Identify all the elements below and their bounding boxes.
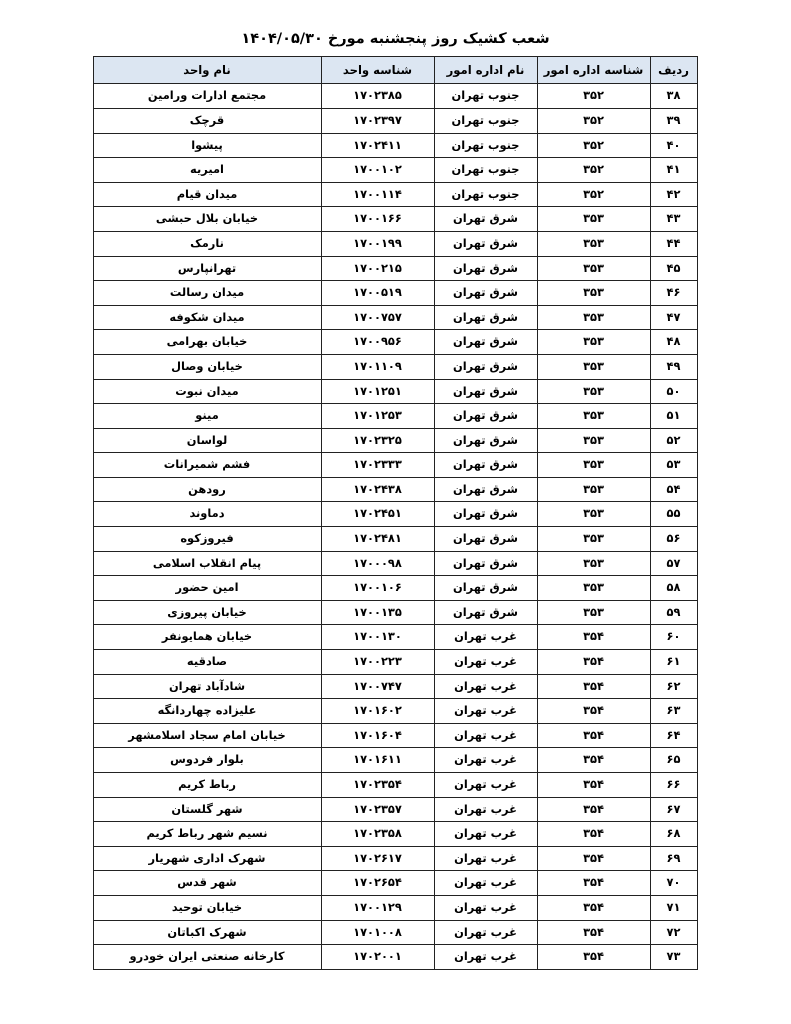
cell-unit: میدان رسالت [93, 281, 321, 306]
cell-unit: شهرک اکباتان [93, 920, 321, 945]
cell-unit_id: ۱۷۰۲۴۳۸ [321, 477, 434, 502]
cell-office: شرق تهران [434, 600, 537, 625]
column-header-row-no: ردیف [650, 57, 697, 84]
table-row [93, 625, 697, 650]
cell-unit_id: ۱۷۰۰۱۰۲ [321, 158, 434, 183]
cell-office_id: ۳۵۳ [537, 502, 650, 527]
cell-row_no: ۶۹ [650, 846, 697, 871]
table-row [93, 428, 697, 453]
cell-office: غرب تهران [434, 871, 537, 896]
cell-unit: میدان قیام [93, 182, 321, 207]
cell-unit: رودهن [93, 477, 321, 502]
cell-office: شرق تهران [434, 379, 537, 404]
cell-row_no: ۷۳ [650, 945, 697, 970]
cell-unit_id: ۱۷۰۰۷۴۷ [321, 674, 434, 699]
cell-office_id: ۳۵۳ [537, 551, 650, 576]
cell-unit_id: ۱۷۰۰۹۵۶ [321, 330, 434, 355]
cell-office: شرق تهران [434, 477, 537, 502]
table-row [93, 379, 697, 404]
table-row [93, 502, 697, 527]
cell-office: غرب تهران [434, 699, 537, 724]
column-header-office-id: شناسه اداره امور [537, 57, 650, 84]
table-row [93, 330, 697, 355]
table-row [93, 207, 697, 232]
cell-office_id: ۳۵۴ [537, 748, 650, 773]
column-header-office: نام اداره امور [434, 57, 537, 84]
cell-unit_id: ۱۷۰۰۱۹۹ [321, 231, 434, 256]
cell-office: جنوب تهران [434, 108, 537, 133]
cell-unit_id: ۱۷۰۰۷۵۷ [321, 305, 434, 330]
cell-unit: فشم شمیرانات [93, 453, 321, 478]
cell-unit: خیابان بهرامی [93, 330, 321, 355]
cell-office_id: ۳۵۴ [537, 945, 650, 970]
cell-unit: مجتمع ادارات ورامین [93, 84, 321, 109]
cell-row_no: ۶۱ [650, 650, 697, 675]
cell-unit: نسیم شهر رباط کریم [93, 822, 321, 847]
table-row [93, 354, 697, 379]
table-row [93, 281, 697, 306]
cell-row_no: ۶۶ [650, 773, 697, 798]
cell-unit_id: ۱۷۰۱۱۰۹ [321, 354, 434, 379]
cell-row_no: ۴۲ [650, 182, 697, 207]
column-header-unit-id: شناسه واحد [321, 57, 434, 84]
cell-office_id: ۳۵۴ [537, 699, 650, 724]
table-row [93, 404, 697, 429]
cell-office_id: ۳۵۴ [537, 650, 650, 675]
cell-unit: خیابان پیروزی [93, 600, 321, 625]
cell-office_id: ۳۵۳ [537, 305, 650, 330]
table-row [93, 797, 697, 822]
cell-office: شرق تهران [434, 354, 537, 379]
cell-office_id: ۳۵۳ [537, 207, 650, 232]
cell-unit_id: ۱۷۰۲۳۲۵ [321, 428, 434, 453]
cell-unit_id: ۱۷۰۲۴۵۱ [321, 502, 434, 527]
cell-row_no: ۵۷ [650, 551, 697, 576]
cell-unit_id: ۱۷۰۰۱۱۴ [321, 182, 434, 207]
cell-unit_id: ۱۷۰۲۴۱۱ [321, 133, 434, 158]
cell-row_no: ۵۵ [650, 502, 697, 527]
table-row [93, 748, 697, 773]
cell-office: شرق تهران [434, 330, 537, 355]
table-body [93, 84, 697, 969]
cell-row_no: ۶۵ [650, 748, 697, 773]
cell-office_id: ۳۵۴ [537, 846, 650, 871]
table-row [93, 231, 697, 256]
cell-row_no: ۵۲ [650, 428, 697, 453]
table-row [93, 477, 697, 502]
cell-row_no: ۴۸ [650, 330, 697, 355]
cell-unit_id: ۱۷۰۰۲۲۳ [321, 650, 434, 675]
cell-office_id: ۳۵۴ [537, 773, 650, 798]
cell-office: شرق تهران [434, 305, 537, 330]
table-row [93, 576, 697, 601]
cell-unit: نارمک [93, 231, 321, 256]
cell-unit_id: ۱۷۰۱۶۰۴ [321, 723, 434, 748]
cell-office: غرب تهران [434, 748, 537, 773]
cell-unit: تهرانپارس [93, 256, 321, 281]
table-header-row [93, 57, 697, 84]
cell-office_id: ۳۵۲ [537, 182, 650, 207]
cell-office_id: ۳۵۴ [537, 797, 650, 822]
cell-office_id: ۳۵۳ [537, 281, 650, 306]
cell-unit: دماوند [93, 502, 321, 527]
cell-row_no: ۶۷ [650, 797, 697, 822]
table-row [93, 773, 697, 798]
cell-unit: لواسان [93, 428, 321, 453]
cell-unit: کارخانه صنعتی ایران خودرو [93, 945, 321, 970]
cell-office_id: ۳۵۳ [537, 576, 650, 601]
cell-office_id: ۳۵۲ [537, 158, 650, 183]
table-row [93, 453, 697, 478]
cell-unit_id: ۱۷۰۱۶۰۲ [321, 699, 434, 724]
cell-office_id: ۳۵۴ [537, 871, 650, 896]
cell-unit_id: ۱۷۰۲۳۵۴ [321, 773, 434, 798]
cell-unit_id: ۱۷۰۲۳۵۷ [321, 797, 434, 822]
cell-row_no: ۳۸ [650, 84, 697, 109]
cell-office_id: ۳۵۴ [537, 822, 650, 847]
cell-row_no: ۶۸ [650, 822, 697, 847]
cell-unit: امین حضور [93, 576, 321, 601]
page-title: شعب کشیک روز پنجشنبه مورخ ۱۴۰۴/۰۵/۳۰ [241, 31, 550, 47]
cell-unit: پیام انقلاب اسلامی [93, 551, 321, 576]
cell-row_no: ۷۱ [650, 895, 697, 920]
cell-unit: پیشوا [93, 133, 321, 158]
cell-row_no: ۴۶ [650, 281, 697, 306]
cell-row_no: ۴۹ [650, 354, 697, 379]
cell-office: شرق تهران [434, 576, 537, 601]
cell-unit_id: ۱۷۰۲۶۱۷ [321, 846, 434, 871]
cell-unit: شهرک اداری شهریار [93, 846, 321, 871]
table-row [93, 699, 697, 724]
cell-row_no: ۵۹ [650, 600, 697, 625]
cell-office: جنوب تهران [434, 182, 537, 207]
cell-unit_id: ۱۷۰۱۶۱۱ [321, 748, 434, 773]
cell-office: شرق تهران [434, 281, 537, 306]
cell-office: شرق تهران [434, 428, 537, 453]
cell-office_id: ۳۵۴ [537, 625, 650, 650]
cell-row_no: ۵۳ [650, 453, 697, 478]
cell-unit: شهر گلستان [93, 797, 321, 822]
table-row [93, 527, 697, 552]
cell-unit_id: ۱۷۰۲۴۸۱ [321, 527, 434, 552]
cell-office_id: ۳۵۴ [537, 723, 650, 748]
cell-office: جنوب تهران [434, 133, 537, 158]
cell-row_no: ۳۹ [650, 108, 697, 133]
table-row [93, 84, 697, 109]
cell-office: غرب تهران [434, 674, 537, 699]
cell-row_no: ۵۰ [650, 379, 697, 404]
table-row [93, 920, 697, 945]
table-row [93, 723, 697, 748]
table-header [93, 57, 697, 84]
cell-office_id: ۳۵۳ [537, 428, 650, 453]
cell-unit: شهر قدس [93, 871, 321, 896]
cell-unit: میدان نبوت [93, 379, 321, 404]
table-row [93, 551, 697, 576]
cell-office_id: ۳۵۳ [537, 600, 650, 625]
cell-office: شرق تهران [434, 207, 537, 232]
cell-office_id: ۳۵۳ [537, 453, 650, 478]
cell-unit: خیابان امام سجاد اسلامشهر [93, 723, 321, 748]
cell-row_no: ۵۴ [650, 477, 697, 502]
cell-row_no: ۴۷ [650, 305, 697, 330]
cell-office_id: ۳۵۳ [537, 527, 650, 552]
cell-unit_id: ۱۷۰۲۳۵۸ [321, 822, 434, 847]
cell-unit_id: ۱۷۰۲۳۹۷ [321, 108, 434, 133]
cell-unit: خیابان وصال [93, 354, 321, 379]
cell-office_id: ۳۵۲ [537, 84, 650, 109]
cell-unit_id: ۱۷۰۲۳۳۳ [321, 453, 434, 478]
cell-unit_id: ۱۷۰۱۰۰۸ [321, 920, 434, 945]
table-row [93, 158, 697, 183]
cell-row_no: ۷۲ [650, 920, 697, 945]
cell-row_no: ۵۸ [650, 576, 697, 601]
cell-office: جنوب تهران [434, 158, 537, 183]
cell-unit: علیزاده چهاردانگه [93, 699, 321, 724]
cell-office: غرب تهران [434, 723, 537, 748]
cell-row_no: ۴۴ [650, 231, 697, 256]
table-row [93, 650, 697, 675]
cell-office: شرق تهران [434, 551, 537, 576]
cell-row_no: ۴۰ [650, 133, 697, 158]
cell-office: غرب تهران [434, 797, 537, 822]
cell-row_no: ۶۳ [650, 699, 697, 724]
cell-row_no: ۴۳ [650, 207, 697, 232]
cell-row_no: ۴۵ [650, 256, 697, 281]
cell-office: شرق تهران [434, 502, 537, 527]
table-row [93, 600, 697, 625]
cell-office_id: ۳۵۳ [537, 477, 650, 502]
cell-office_id: ۳۵۲ [537, 133, 650, 158]
cell-office_id: ۳۵۳ [537, 379, 650, 404]
cell-office: غرب تهران [434, 625, 537, 650]
cell-office: غرب تهران [434, 945, 537, 970]
cell-office_id: ۳۵۳ [537, 354, 650, 379]
table-row [93, 108, 697, 133]
cell-office: شرق تهران [434, 231, 537, 256]
cell-office: غرب تهران [434, 895, 537, 920]
cell-office_id: ۳۵۳ [537, 330, 650, 355]
cell-office: شرق تهران [434, 256, 537, 281]
cell-unit: رباط کریم [93, 773, 321, 798]
cell-unit_id: ۱۷۰۰۲۱۵ [321, 256, 434, 281]
cell-unit_id: ۱۷۰۰۰۹۸ [321, 551, 434, 576]
cell-row_no: ۶۰ [650, 625, 697, 650]
table-container [94, 56, 698, 969]
cell-office: غرب تهران [434, 920, 537, 945]
cell-unit: مینو [93, 404, 321, 429]
cell-row_no: ۵۶ [650, 527, 697, 552]
cell-office_id: ۳۵۴ [537, 895, 650, 920]
table-row [93, 846, 697, 871]
table-row [93, 945, 697, 970]
table-row [93, 182, 697, 207]
shift-branches-table [93, 56, 698, 969]
cell-office_id: ۳۵۲ [537, 108, 650, 133]
table-row [93, 133, 697, 158]
cell-unit: قرچک [93, 108, 321, 133]
table-row [93, 871, 697, 896]
cell-office: غرب تهران [434, 822, 537, 847]
cell-unit: خیابان توحید [93, 895, 321, 920]
cell-row_no: ۴۱ [650, 158, 697, 183]
cell-office: غرب تهران [434, 773, 537, 798]
cell-unit: شادآباد تهران [93, 674, 321, 699]
cell-office: شرق تهران [434, 527, 537, 552]
table-row [93, 822, 697, 847]
cell-office: جنوب تهران [434, 84, 537, 109]
cell-unit_id: ۱۷۰۰۱۳۰ [321, 625, 434, 650]
cell-office_id: ۳۵۴ [537, 674, 650, 699]
cell-unit_id: ۱۷۰۰۱۳۵ [321, 600, 434, 625]
column-header-unit: نام واحد [93, 57, 321, 84]
cell-office: شرق تهران [434, 453, 537, 478]
table-row [93, 305, 697, 330]
cell-unit: خیابان بلال حبشی [93, 207, 321, 232]
cell-unit_id: ۱۷۰۲۰۰۱ [321, 945, 434, 970]
cell-unit_id: ۱۷۰۰۵۱۹ [321, 281, 434, 306]
cell-office: شرق تهران [434, 404, 537, 429]
cell-unit: خیابان همایونفر [93, 625, 321, 650]
cell-unit: صادقیه [93, 650, 321, 675]
cell-unit_id: ۱۷۰۰۱۲۹ [321, 895, 434, 920]
table-row [93, 674, 697, 699]
cell-unit: امیریه [93, 158, 321, 183]
cell-unit: فیروزکوه [93, 527, 321, 552]
table-row [93, 895, 697, 920]
cell-row_no: ۷۰ [650, 871, 697, 896]
cell-office: غرب تهران [434, 846, 537, 871]
cell-unit_id: ۱۷۰۱۲۵۱ [321, 379, 434, 404]
cell-office_id: ۳۵۴ [537, 920, 650, 945]
cell-unit_id: ۱۷۰۱۲۵۳ [321, 404, 434, 429]
cell-row_no: ۶۴ [650, 723, 697, 748]
table-row [93, 256, 697, 281]
cell-unit_id: ۱۷۰۲۳۸۵ [321, 84, 434, 109]
cell-unit: میدان شکوفه [93, 305, 321, 330]
cell-unit_id: ۱۷۰۲۶۵۴ [321, 871, 434, 896]
cell-office_id: ۳۵۳ [537, 231, 650, 256]
cell-unit_id: ۱۷۰۰۱۶۶ [321, 207, 434, 232]
cell-unit_id: ۱۷۰۰۱۰۶ [321, 576, 434, 601]
cell-row_no: ۶۲ [650, 674, 697, 699]
cell-row_no: ۵۱ [650, 404, 697, 429]
cell-office_id: ۳۵۳ [537, 256, 650, 281]
cell-office: غرب تهران [434, 650, 537, 675]
cell-unit: بلوار فردوس [93, 748, 321, 773]
cell-office_id: ۳۵۳ [537, 404, 650, 429]
